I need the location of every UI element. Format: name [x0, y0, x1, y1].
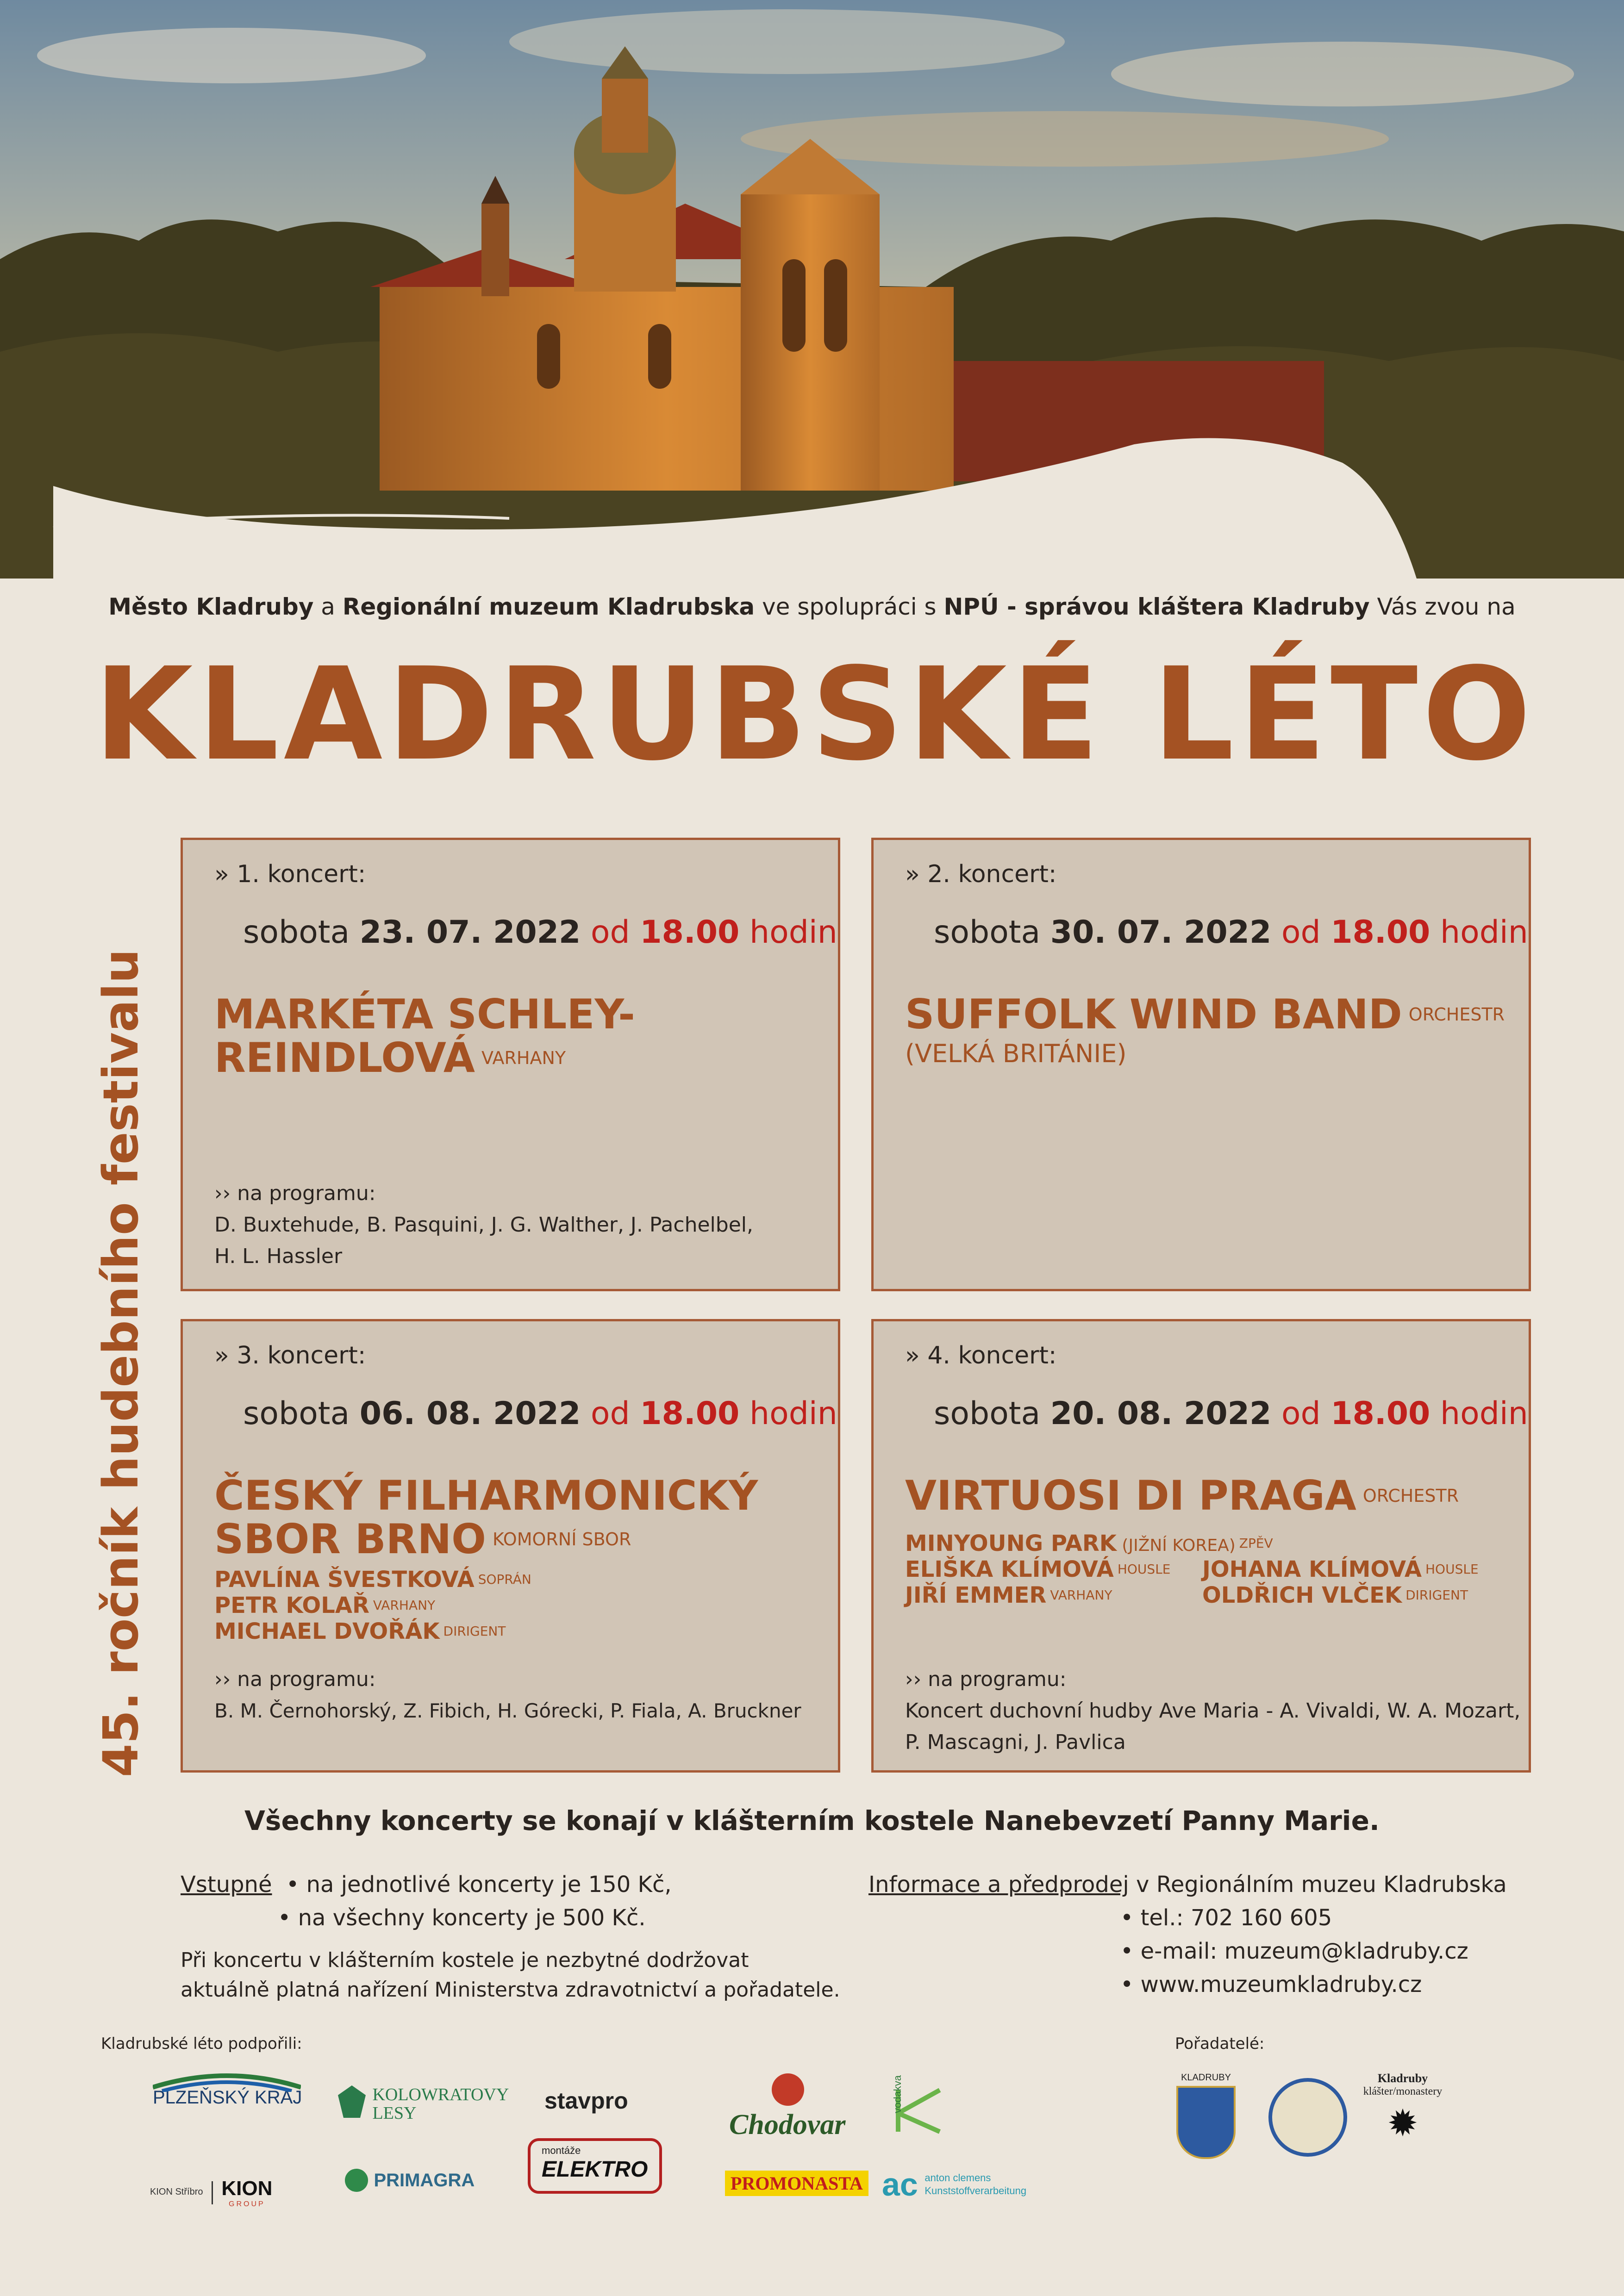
concert-box-3	[181, 1319, 840, 1773]
notice-line2: aktuálně platná nařízení Ministerstva zdravotnictví a pořadatele.	[181, 1978, 840, 2002]
vertical-edition-label: 45. ročník hudebního festivalu	[93, 949, 149, 1777]
museum-seal-icon	[1268, 2078, 1347, 2157]
info-line	[868, 1868, 1507, 1901]
monastery-sub: klášter/monastery	[1363, 2085, 1443, 2097]
date-value: 23. 07. 2022	[359, 914, 581, 951]
sponsors-label: Kladrubské léto podpořili:	[101, 2035, 302, 2053]
concert-date	[243, 914, 837, 951]
info-web: • www.muzeumkladruby.cz	[1120, 1972, 1422, 1997]
performer-name: SBOR BRNO	[214, 1515, 486, 1563]
logo-kladruby-monastery	[1356, 2072, 1449, 2149]
entry-all-text: na všechny koncerty je	[298, 1905, 562, 1931]
program-line2: H. L. Hassler	[214, 1244, 343, 1268]
performer-role: ORCHESTR	[1408, 1004, 1505, 1025]
entry-line2: • na všechny koncerty je 500 Kč.	[278, 1905, 646, 1931]
intro-invite: Vás zvou na	[1369, 593, 1516, 620]
vodakva-text: vodakva	[892, 2075, 903, 2113]
soloist	[214, 1593, 435, 1618]
performer-line1	[905, 990, 1505, 1038]
email-value: e-mail: muzeum@kladruby.cz	[1140, 1938, 1468, 1964]
day: sobota	[934, 1395, 1050, 1432]
soloist-role: SOPRÁN	[478, 1572, 531, 1587]
intro-line	[0, 593, 1624, 620]
logo-chodovar	[729, 2073, 845, 2141]
logo-primagra	[345, 2169, 475, 2192]
day: sobota	[934, 914, 1050, 951]
concert-box-2	[871, 838, 1531, 1291]
soloist-role: VARHANY	[1050, 1587, 1112, 1603]
monastery-name: Kladruby	[1377, 2072, 1428, 2085]
elektro-top-text: montáže	[542, 2145, 581, 2156]
soloist	[905, 1556, 1170, 1582]
soloist-role: HOUSLE	[1117, 1562, 1171, 1577]
program-label: ›› na programu:	[905, 1668, 1067, 1691]
day: sobota	[243, 914, 360, 951]
time-value: 18.00	[1330, 914, 1430, 951]
soloist-name: OLDŘICH VLČEK	[1202, 1582, 1402, 1608]
concert-date	[243, 1395, 837, 1432]
program-label: ›› na programu:	[214, 1182, 376, 1205]
performer-line2	[214, 1515, 631, 1563]
hodin: hodin	[739, 1395, 837, 1432]
soloist	[905, 1582, 1112, 1608]
elektro-text: ELEKTRO	[542, 2157, 648, 2182]
performer-line1: ČESKÝ FILHARMONICKÝ	[214, 1472, 758, 1519]
program-line1: D. Buxtehude, B. Pasquini, J. G. Walther, J. Pachelbel,	[214, 1213, 753, 1237]
logo-kolowratovy-lesy	[338, 2085, 509, 2122]
concert-box-1	[181, 838, 840, 1291]
soloist-name: JOHANA KLÍMOVÁ	[1202, 1556, 1422, 1582]
performer-line1	[905, 1474, 1459, 1518]
performer-name: REINDLOVÁ	[214, 1034, 475, 1082]
tel-value: tel.: 702 160 605	[1140, 1905, 1332, 1931]
concert-date	[934, 1395, 1528, 1432]
soloist	[1202, 1582, 1468, 1608]
anton-text2: Kunststoffverarbeitung	[924, 2185, 1027, 2196]
intro-city: Město Kladruby	[108, 593, 314, 620]
logo-kladruby-crest	[1174, 2072, 1238, 2159]
concert-label: » 4. koncert:	[905, 1342, 1057, 1369]
chodovar-emblem-icon	[772, 2073, 804, 2106]
plzen-text: PLZEŇSKÝ KRAJ	[153, 2087, 302, 2108]
hero-photo-monastery	[0, 0, 1624, 620]
soloist-name: PAVLÍNA ŠVESTKOVÁ	[214, 1567, 475, 1593]
date-value: 06. 08. 2022	[359, 1395, 581, 1432]
chodovar-text: Chodovar	[729, 2109, 846, 2140]
program-line1: B. M. Černohorský, Z. Fibich, H. Górecki, P. Fiala, A. Bruckner	[214, 1699, 801, 1722]
date-value: 30. 07. 2022	[1050, 914, 1272, 951]
entry-all-price: 500 Kč.	[562, 1905, 646, 1931]
performer-name: VIRTUOSI DI PRAGA	[905, 1472, 1356, 1519]
od: od	[1271, 914, 1331, 951]
performer-line1: MARKÉTA SCHLEY-	[214, 990, 635, 1038]
logo-museum-seal	[1268, 2078, 1347, 2157]
time-value: 18.00	[640, 914, 740, 951]
soloist-name: MICHAEL DVOŘÁK	[214, 1618, 440, 1644]
soloist-role: VARHANY	[373, 1598, 436, 1613]
entry-single-price: 150 Kč,	[588, 1872, 672, 1898]
hodin: hodin	[739, 914, 837, 951]
logo-vodakva	[889, 2075, 949, 2139]
concert-date	[934, 914, 1528, 951]
intro-coop: ve spolupráci s	[755, 593, 944, 620]
od: od	[581, 1395, 640, 1432]
primagra-leaf-icon	[345, 2169, 368, 2192]
crest-label: KLADRUBY	[1181, 2072, 1231, 2083]
program-line1: Koncert duchovní hudby Ave Maria - A. Vivaldi, W. A. Mozart,	[905, 1699, 1521, 1723]
date-value: 20. 08. 2022	[1050, 1395, 1272, 1432]
info-museum: v Regionálním muzeu Kladrubska	[1129, 1872, 1507, 1898]
soloist	[1202, 1556, 1479, 1582]
info-tel: • tel.: 702 160 605	[1120, 1905, 1332, 1931]
anton-text1: anton clemens	[924, 2172, 991, 2184]
kolowrat-text1: KOLOWRATOVY	[372, 2085, 509, 2104]
logo-kion	[150, 2177, 272, 2209]
program-line2: P. Mascagni, J. Pavlica	[905, 1730, 1126, 1754]
performer-role: KOMORNÍ SBOR	[492, 1529, 631, 1549]
plzen-swoosh-icon	[153, 2069, 301, 2092]
time-value: 18.00	[640, 1395, 740, 1432]
day: sobota	[243, 1395, 360, 1432]
kion-text: KION	[221, 2177, 273, 2200]
soloist-name: MINYOUNG PARK	[905, 1531, 1117, 1556]
performer-line2	[214, 1036, 566, 1080]
logo-elektro	[528, 2138, 667, 2198]
intro-npu: NPÚ - správou kláštera Kladruby	[943, 593, 1370, 620]
soloist	[214, 1618, 506, 1644]
logo-promonasta: PROMONASTA	[725, 2171, 868, 2196]
hodin: hodin	[1430, 1395, 1528, 1432]
program-label: ›› na programu:	[214, 1668, 376, 1691]
kion-small-text: KION Stříbro	[150, 2187, 203, 2197]
kolowrat-text2: LESY	[372, 2103, 417, 2123]
organizers-label: Pořadatelé:	[1175, 2035, 1265, 2053]
web-value: www.muzeumkladruby.cz	[1140, 1972, 1422, 1997]
soloist-role: DIRIGENT	[1405, 1587, 1468, 1603]
info-email: • e-mail: muzeum@kladruby.cz	[1120, 1938, 1468, 1964]
kion-group-text: GROUP	[229, 2200, 265, 2208]
performer-role: ORCHESTR	[1362, 1486, 1459, 1506]
concert-label: » 1. koncert:	[214, 860, 366, 888]
primagra-text: PRIMAGRA	[374, 2170, 475, 2190]
performer-role: VARHANY	[481, 1048, 566, 1068]
od: od	[1271, 1395, 1331, 1432]
concert-label: » 2. koncert:	[905, 860, 1057, 888]
logo-stavpro: stavpro	[544, 2088, 628, 2114]
logo-anton-clemens	[882, 2166, 1026, 2203]
soloist-name: PETR KOLAŘ	[214, 1593, 369, 1618]
kladruby-crest-icon	[1176, 2086, 1236, 2159]
concert-label: » 3. koncert:	[214, 1342, 366, 1369]
kolowrat-crest-icon	[338, 2085, 366, 2118]
info-label: Informace a předprodej	[868, 1872, 1129, 1898]
intro-and: a	[313, 593, 343, 620]
soloist-role: DIRIGENT	[443, 1624, 506, 1639]
festival-title: KLADRUBSKÉ LÉTO	[94, 641, 1536, 789]
soloist-country: (JIŽNÍ KOREA)	[1116, 1536, 1236, 1555]
concert-box-4	[871, 1319, 1531, 1773]
ac-mark-icon: ac	[882, 2166, 918, 2203]
soloist	[905, 1531, 1273, 1559]
hodin: hodin	[1430, 914, 1528, 951]
od: od	[581, 914, 640, 951]
notice-line1: Při koncertu v klášterním kostele je nezbytné dodržovat	[181, 1948, 749, 1972]
entry-label: Vstupné	[181, 1872, 272, 1898]
performer-name: SUFFOLK WIND BAND	[905, 990, 1402, 1038]
performer-country: (VELKÁ BRITÁNIE)	[905, 1039, 1127, 1068]
soloist-name: ELIŠKA KLÍMOVÁ	[905, 1556, 1114, 1582]
intro-museum: Regionální muzeum Kladrubska	[342, 593, 755, 620]
soloist-role: HOUSLE	[1425, 1562, 1479, 1577]
entry-single-text: na jednotlivé koncerty je	[306, 1872, 588, 1898]
soloist	[214, 1567, 531, 1593]
time-value: 18.00	[1330, 1395, 1430, 1432]
entry-line1: Vstupné • na jednotlivé koncerty je 150 Kč,	[181, 1872, 672, 1898]
soloist-role: ZPĚV	[1239, 1536, 1273, 1551]
logo-plzensky-kraj	[153, 2087, 302, 2108]
star-emblem-icon: ✹	[1387, 2103, 1418, 2144]
kion-divider	[212, 2181, 213, 2204]
venue-note: Všechny koncerty se konají v klášterním kostele Nanebevzetí Panny Marie.	[244, 1805, 1380, 1836]
soloist-name: JIŘÍ EMMER	[905, 1582, 1047, 1608]
